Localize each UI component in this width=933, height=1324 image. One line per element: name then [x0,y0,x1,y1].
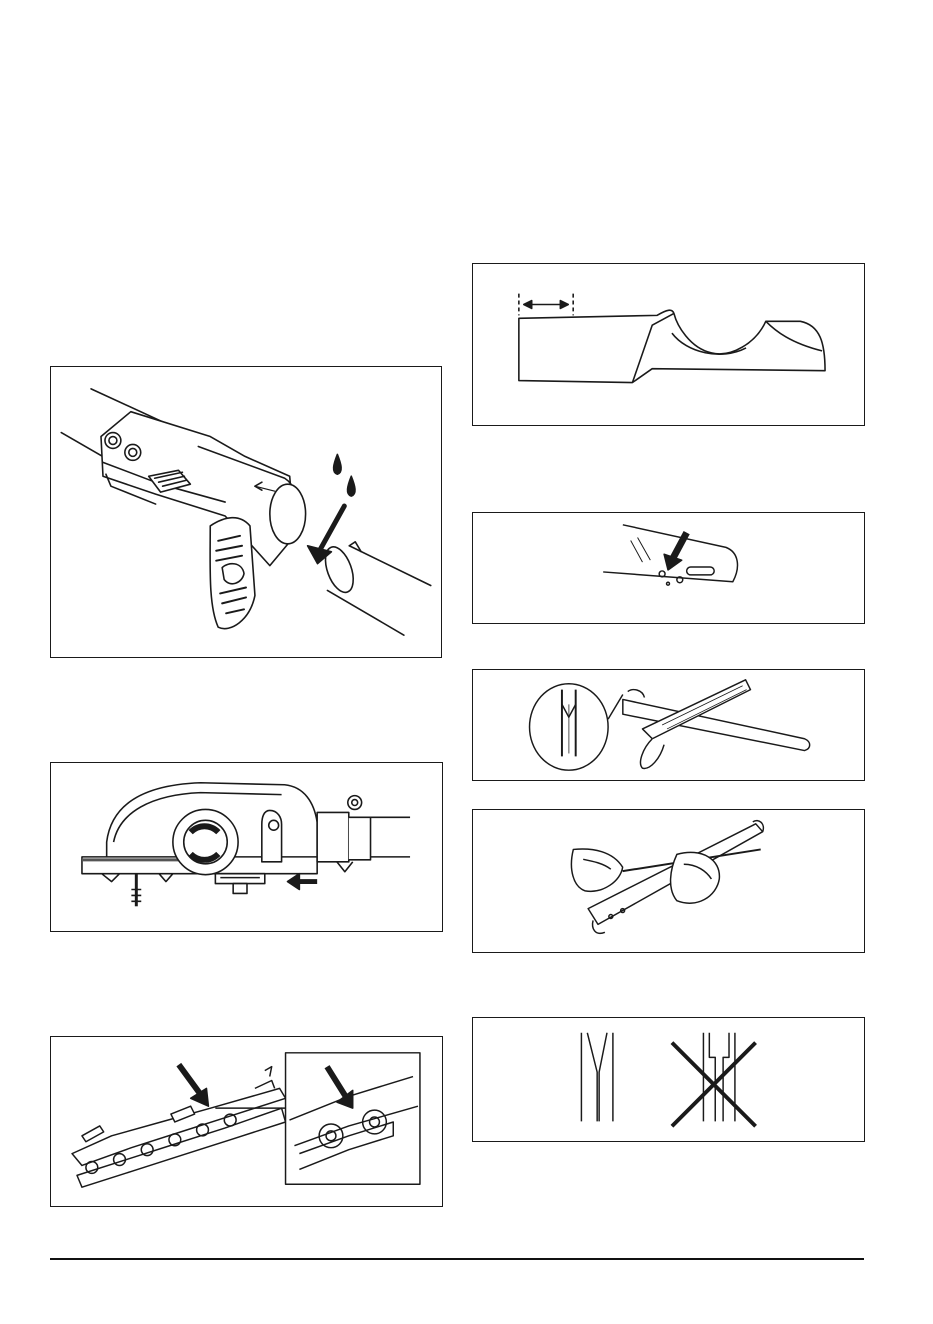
figure-flat-file [472,669,865,781]
figure-filing-hands [472,809,865,953]
footer-rule [50,1258,864,1260]
figure-gear-head [50,762,443,932]
gear-head-icon [51,763,442,931]
shaft-coupling-icon [51,367,441,657]
guide-bar-hole-icon [473,513,864,623]
saw-chain-icon [51,1037,442,1206]
bar-groove-icon [473,1018,864,1141]
flat-file-icon [473,670,864,780]
figure-cutter-depth [472,263,865,426]
figure-bar-groove [472,1017,865,1142]
filing-hands-icon [473,810,864,952]
figure-shaft-coupling [50,366,442,658]
cutter-depth-icon [473,264,864,425]
figure-guide-bar-hole [472,512,865,624]
figure-saw-chain [50,1036,443,1207]
